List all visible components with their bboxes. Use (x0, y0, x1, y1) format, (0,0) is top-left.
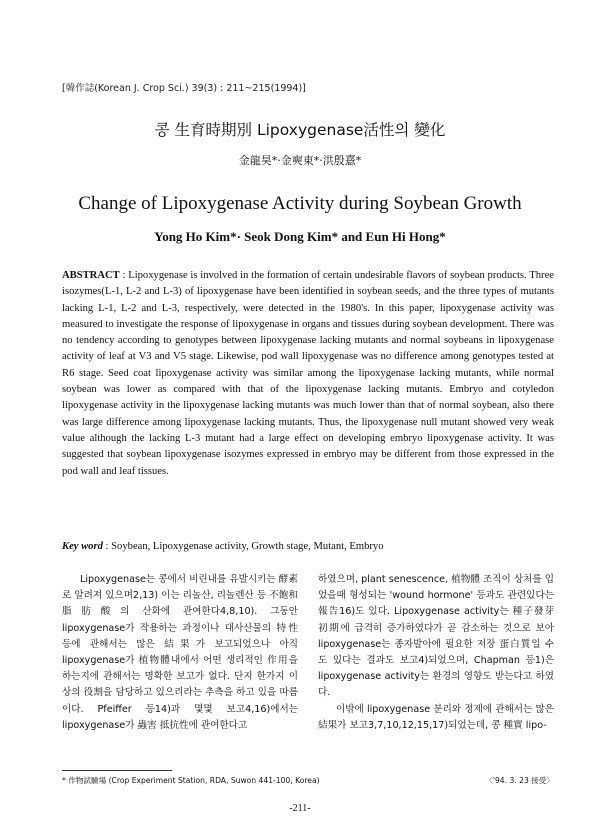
english-title: Change of Lipoxygenase Activity during Soybean Growth (78, 193, 522, 214)
korean-title: 콩 生育時期別 Lipoxygenase活性의 變化 (154, 121, 446, 139)
body-paragraph: 하였으며, plant senescence, 植物體 조직이 상처를 입었을때 형성되는 'wound hormone' 등과도 관련있다는 報告16)도 있다. Lipoxygenase activity는 種子發芽初期에 급격히 증가하였다가 곧 감소하는 것으로 보아 lipoxygenase는 종자발아에 필요한 저장 蛋白質일 수도 있다는 결과도 보고4)되었으며, Chapman 등1)은 lipoxygenase activity는 환경의 영향도 받는다고 하였다. (318, 574, 554, 699)
english-authors: Yong Ho Kim*· Seok Dong Kim* and Eun Hi Hong* (154, 229, 446, 244)
journal-citation: [韓作誌(Korean J. Crop Sci.) 39(3) : 211~215(1994)] (62, 83, 306, 94)
footnote (62, 775, 554, 786)
received-date: 〈'94. 3. 23 接受〉 (485, 776, 554, 785)
abstract-label: ABSTRACT (62, 270, 120, 281)
body-column-left (62, 572, 298, 734)
footnote-divider (62, 770, 172, 771)
body-paragraph: 이밖에 lipoxygenase 분리와 정제에 관해서는 많은 結果가 보고3,7,10,12,15,17)되었는데, 콩 種實 lipo- (318, 703, 554, 731)
abstract-text: Lipoxygenase is involved in the formation of certain undesirable flavors of soybean products. Three isozymes(L-1, L-2 and L-3) of lipoxygenase have been identified in soybean seeds, and the three types of mutants lacking L-1, L-2 and L-3, respectively, were detected in the 1980's. In this paper, lipoxygenase activity was measured to investigate the response of lipoxygenase in organs and tissues during soybean development. There was no tendency according to genotypes between lipoxygenase lacking mutants and normal soybeans in lipoxygenase activity of leaf at V3 and V5 stage. Likewise, pod wall lipoxygenase was no difference among genotypes tested at R6 stage. Seed coat lipoxygenase activity was similar among the lipoxygenase lacking mutants, while normal soybean was lower as compared with that of the lipoxygenase lacking mutants. Embryo and cotyledon lipoxygenase activity in the lipoxygenase lacking mutants was much lower than that of normal soybean, also there was large difference among lipoxygenase lacking mutants. Thus, the lipoxygenase null mutant showed very weak value although the lacking L-3 mutant had a large effect on developing embryo lipoxygenase activity. It was suggested that soybean lipoxygenase isozymes expressed in embryo may be different from those expressed in the pod wall and leaf tissues. (62, 270, 554, 477)
body-column-right (318, 572, 554, 734)
keyword-label: Key word (62, 541, 103, 552)
keywords: Key word : Soybean, Lipoxygenase activity, Growth stage, Mutant, Embryo (62, 541, 384, 552)
page-number: -211- (289, 803, 311, 814)
body-paragraph: Lipoxygenase는 콩에서 비린내를 유발시키는 酵素로 알려져 있으며2,13) 이는 리놀산, 리놀렌산 등 不飽和脂肪酸의 산화에 관여한다4,8,10). 그동안 lipoxygenase가 작용하는 과정이나 대사산물의 特性 등에 관해서는 많은 結果가 보고되었으나 아직 lipoxygenase가 植物體내에서 어떤 생리적인 作用을 하는지에 관해서는 명확한 보고가 없다. 단지 한가지 이상의 役割을 담당하고 있으리라는 추측을 하고 있을 따름이다. Pfeiffer 등14)과 몇몇 보고4,16)에서는 lipoxygenase가 蟲害 抵抗性에 관여한다고 (62, 574, 298, 731)
korean-authors: 金龍昊*·金奭東*·洪殷憙* (238, 154, 362, 167)
keyword-text: Soybean, Lipoxygenase activity, Growth stage, Mutant, Embryo (111, 541, 384, 552)
footnote-affiliation: * 作物試驗場 (Crop Experiment Station, RDA, Suwon 441-100, Korea) (62, 776, 320, 785)
body-columns (62, 572, 554, 734)
abstract: ABSTRACT : Lipoxygenase is involved in the formation of certain undesirable flavors of soybean products. Three isozymes(L-1, L-2 and L-3) of lipoxygenase have been identified in soybean seeds, and the three types of mutants lacking L-1, L-2 and L-3, respectively, were detected in the 1980's. In this paper, lipoxygenase activity was measured to investigate the response of lipoxygenase in organs and tissues during soybean development. There was no tendency according to genotypes between lipoxygenase lacking mutants and normal soybeans in lipoxygenase activity of leaf at V3 and V5 stage. Likewise, pod wall lipoxygenase was no difference among genotypes tested at R6 stage. Seed coat lipoxygenase activity was similar among the lipoxygenase lacking mutants, while normal soybean was lower as compared with that of the lipoxygenase lacking mutants. Embryo and cotyledon lipoxygenase activity in the lipoxygenase lacking mutants was much lower than that of normal soybean, also there was large difference among lipoxygenase lacking mutants. Thus, the lipoxygenase null mutant showed very weak value although the lacking L-3 mutant had a large effect on developing embryo lipoxygenase activity. It was suggested that soybean lipoxygenase isozymes expressed in embryo may be different from those expressed in the pod wall and leaf tissues. (62, 270, 554, 477)
